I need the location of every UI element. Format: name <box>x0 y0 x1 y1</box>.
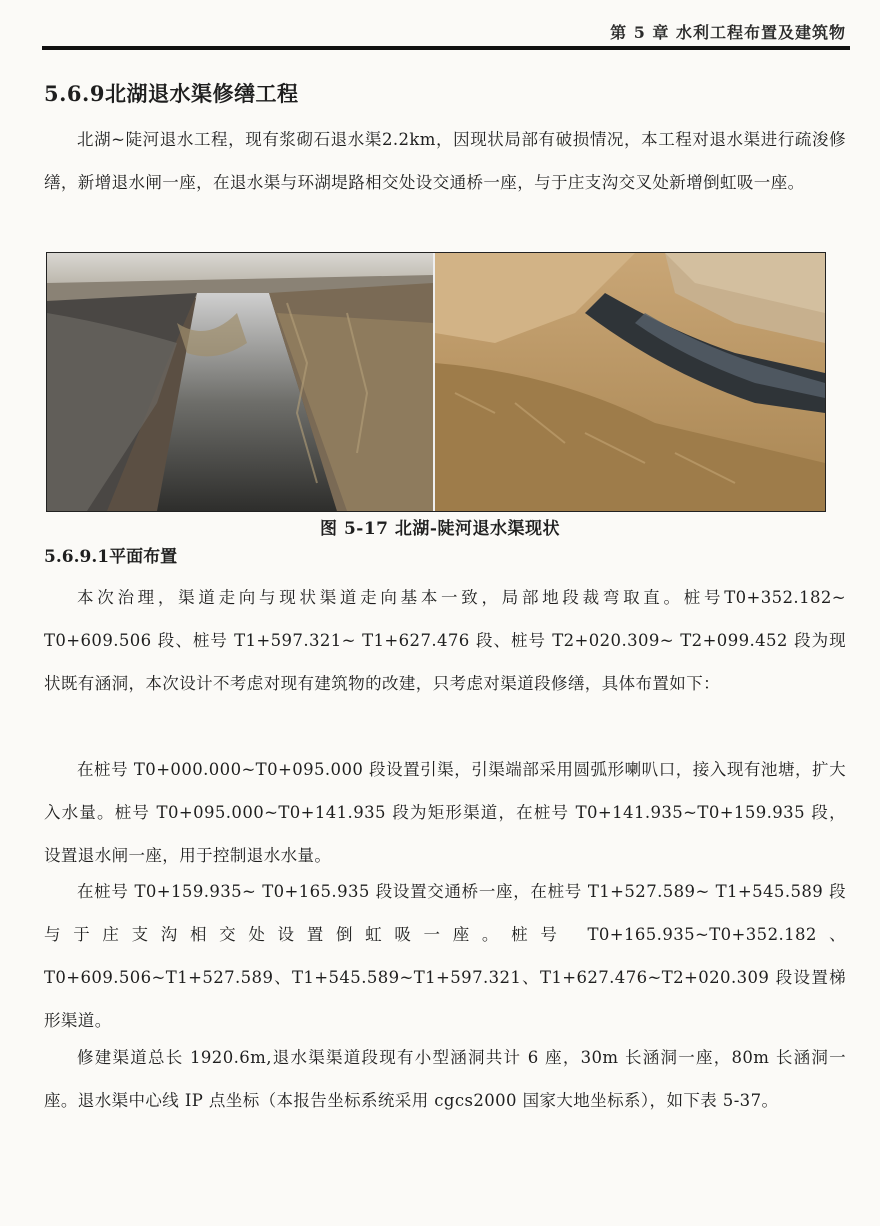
section-title: 5.6.9北湖退水渠修缮工程 <box>44 81 299 106</box>
intro-paragraph: 北湖~陡河退水工程，现有浆砌石退水渠2.2km，因现状局部有破损情况，本工程对退水渠进行疏浚修缮，新增退水闸一座，在退水渠与环湖堤路相交处设交通桥一座，与于庄支沟交叉处新增倒虹吸一座。 <box>44 130 846 192</box>
channel-photo-right <box>435 253 825 511</box>
body-paragraph: 在桩号 T0+000.000~T0+095.000 段设置引渠，引渠端部采用圆弧形喇叭口，接入现有池塘，扩大入水量。桩号 T0+095.000~T0+141.935 段为矩形渠道，在桩号 T0+141.935~T0+159.935 段，设置退水闸一座，用于控制退水水量。 <box>44 760 846 865</box>
subsection-title: 5.6.9.1平面布置 <box>44 547 178 567</box>
body-paragraph: 修建渠道总长 1920.6m,退水渠渠道段现有小型涵洞共计 6 座，30m 长涵洞一座，80m 长涵洞一座。退水渠中心线 IP 点坐标（本报告坐标系统采用 cgcs2000 国家大地坐标系），如下表 5-37。 <box>44 1048 846 1110</box>
channel-photo-left <box>47 253 435 511</box>
chapter-header: 第 5 章 水利工程布置及建筑物 <box>610 23 846 42</box>
header-divider <box>42 46 850 50</box>
body-paragraph: 本次治理，渠道走向与现状渠道走向基本一致，局部地段裁弯取直。桩号T0+352.182~ T0+609.506 段、桩号 T1+597.321~ T1+627.476 段、桩号 T2+020.309~ T2+099.452 段为现状既有涵洞，本次设计不考虑对现有建筑物的改建，只考虑对渠道段修缮，具体布置如下： <box>44 588 846 693</box>
figure-caption: 图 5-17 北湖-陡河退水渠现状 <box>320 519 560 539</box>
channel-water-photo <box>47 253 433 511</box>
body-paragraph: 在桩号 T0+159.935~ T0+165.935 段设置交通桥一座，在桩号 T1+527.589~ T1+545.589 段与于庄支沟相交处设置倒虹吸一座。桩号 T0+165.935~T0+352.182、T0+609.506~T1+527.589、T1+545.589~T1+597.321、T1+627.476~T2+020.309 段设置梯形渠道。 <box>44 882 846 1030</box>
channel-dry-photo <box>435 253 825 511</box>
channel-photo-figure <box>46 252 826 512</box>
